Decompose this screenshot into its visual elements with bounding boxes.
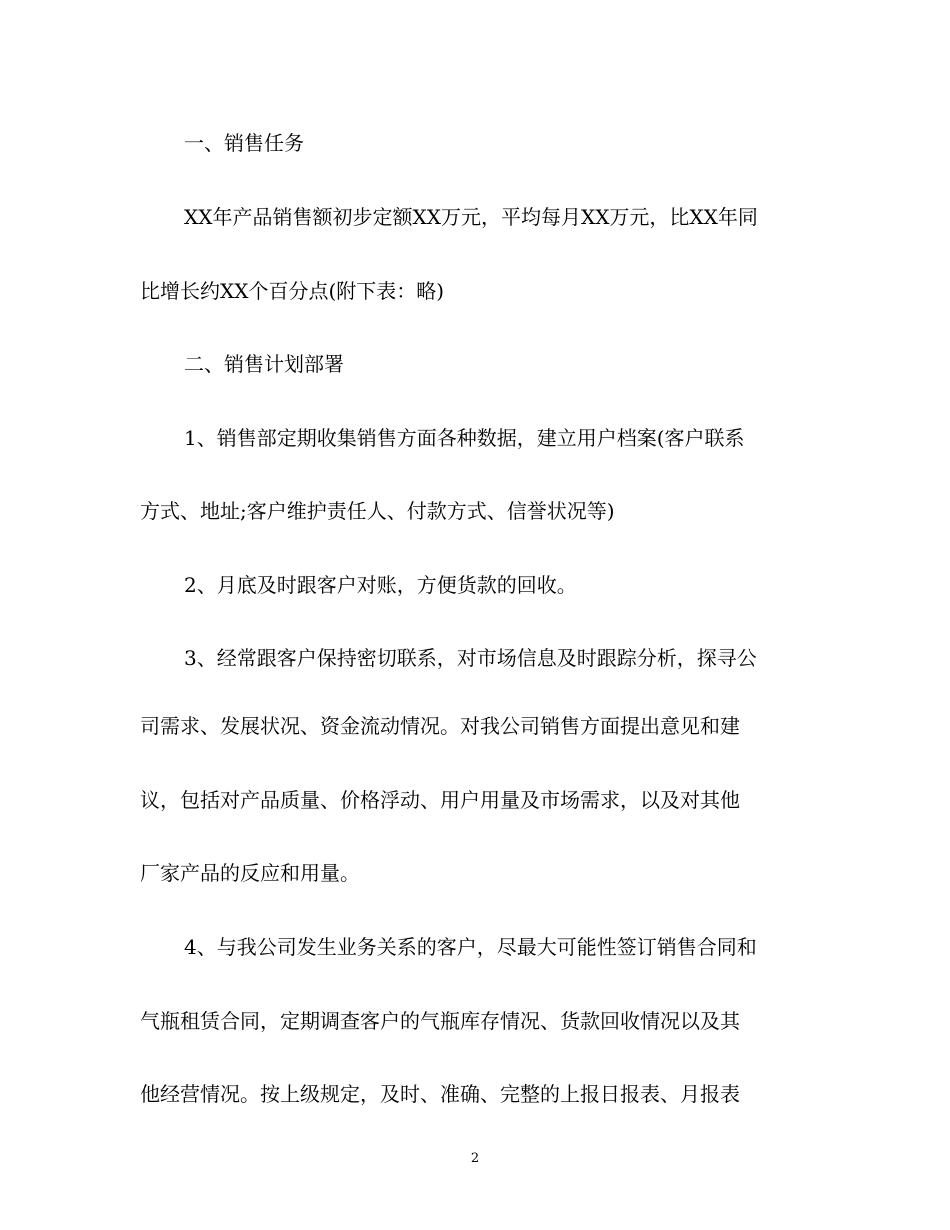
paragraph-line: 他经营情况。按上级规定，及时、准确、完整的上报日报表、月报表 — [140, 1082, 740, 1106]
paragraph-line: 议，包括对产品质量、价格浮动、用户用量及市场需求，以及对其他 — [140, 788, 740, 812]
paragraph-line: 厂家产品的反应和用量。 — [140, 861, 360, 885]
paragraph-line: 气瓶租赁合同，定期调查客户的气瓶库存情况、货款回收情况以及其 — [140, 1009, 740, 1033]
paragraph-line: 2、月底及时跟客户对账，方便货款的回收。 — [184, 573, 577, 597]
paragraph-line: 4、与我公司发生业务关系的客户，尽最大可能性签订销售合同和 — [184, 935, 757, 959]
paragraph-line: 司需求、发展状况、资金流动情况。对我公司销售方面提出意见和建 — [140, 714, 740, 738]
paragraph-line: 方式、地址;客户维护责任人、付款方式、信誉状况等) — [140, 499, 615, 523]
page-number: 2 — [470, 1151, 480, 1166]
paragraph-line: 1、销售部定期收集销售方面各种数据，建立用户档案(客户联系 — [184, 426, 745, 450]
paragraph-line: XX年产品销售额初步定额XX万元，平均每月XX万元，比XX年同 — [184, 205, 758, 229]
paragraph-line: 比增长约XX个百分点(附下表：略) — [140, 279, 445, 303]
section-heading-sales-task: 一、销售任务 — [184, 131, 304, 155]
section-heading-sales-plan: 二、销售计划部署 — [184, 352, 344, 376]
paragraph-line: 3、经常跟客户保持密切联系，对市场信息及时跟踪分析，探寻公 — [184, 646, 757, 670]
